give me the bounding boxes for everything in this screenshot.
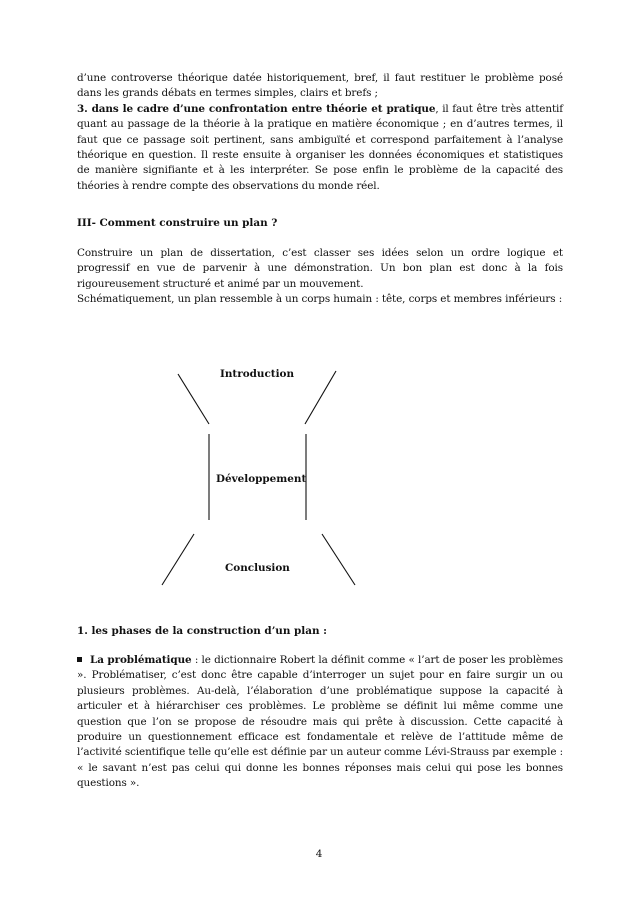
intro-text-b: , il faut être très attentif quant au passage de la théorie à la pratique en matière économique ; en d’autres termes, il faut que ce passage soit pertinent, sans ambiguïté et correspond parfaitement à l’analyse théorique en question. Il reste ensuite à organiser les données économiques et statistiques de manière signifiante et à les interpréter. Se pose enfin le problème de la capacité des théories à rendre compte des observations du monde réel. [77,102,563,192]
intro-bold-point-3: 3. dans le cadre d’une confrontation entre théorie et pratique [77,102,436,115]
problematique-term: La problématique [90,654,192,666]
problematique-paragraph [77,653,563,792]
diagram-label-introduction: Introduction [220,368,294,380]
problematique-text: : le dictionnaire Robert la définit comme « l’art de poser les problèmes ». Problématiser, c’est donc être capable d’interroger un sujet pour en faire surgir un ou plusieurs problèmes. Au-delà, l’élaboration d’une problématique suppose la capacité à articuler et à hiérarchiser ces problèmes. Le problème se définit lui même comme une question que l’on se propose de résoudre mais qui prête à discussion. Cette capacité à produire un questionnement efficace est fondamentale et relève de l’attitude même de l’activité scientifique telle qu’elle est définie par un auteur comme Lévi-Strauss par exemple : « le savant n’est pas celui qui donne les bonnes réponses mais celui qui pose les bonnes questions ». [77,654,563,790]
section-3-para-2: Schématiquement, un plan ressemble à un corps humain : tête, corps et membres inférieurs : [77,293,563,306]
intro-paragraph [77,71,563,194]
diagram-label-conclusion: Conclusion [225,562,290,574]
page-number: 4 [315,848,323,860]
diagram-label-developpement: Développement [216,473,307,485]
diagram-arm-left-top [178,374,209,424]
section-3-para-1: Construire un plan de dissertation, c’est classer ses idées selon un ordre logique et progressif en vue de parvenir à une démonstration. Un bon plan est donc à la fois rigoureusement structuré et animé par un mouvement. [77,247,563,290]
section-3-paragraph [77,246,563,308]
diagram-leg-right [322,534,355,585]
diagram-leg-left [162,534,194,585]
diagram-arm-right-top [305,371,336,424]
square-bullet-icon [77,657,82,662]
subsection-1-title: 1. les phases de la construction d’un plan : [77,625,327,637]
intro-text-a: d’une controverse théorique datée historiquement, bref, il faut restituer le problème posé dans les grands débats en termes simples, clairs et brefs ; [77,72,563,100]
section-3-title: III- Comment construire un plan ? [77,217,278,229]
